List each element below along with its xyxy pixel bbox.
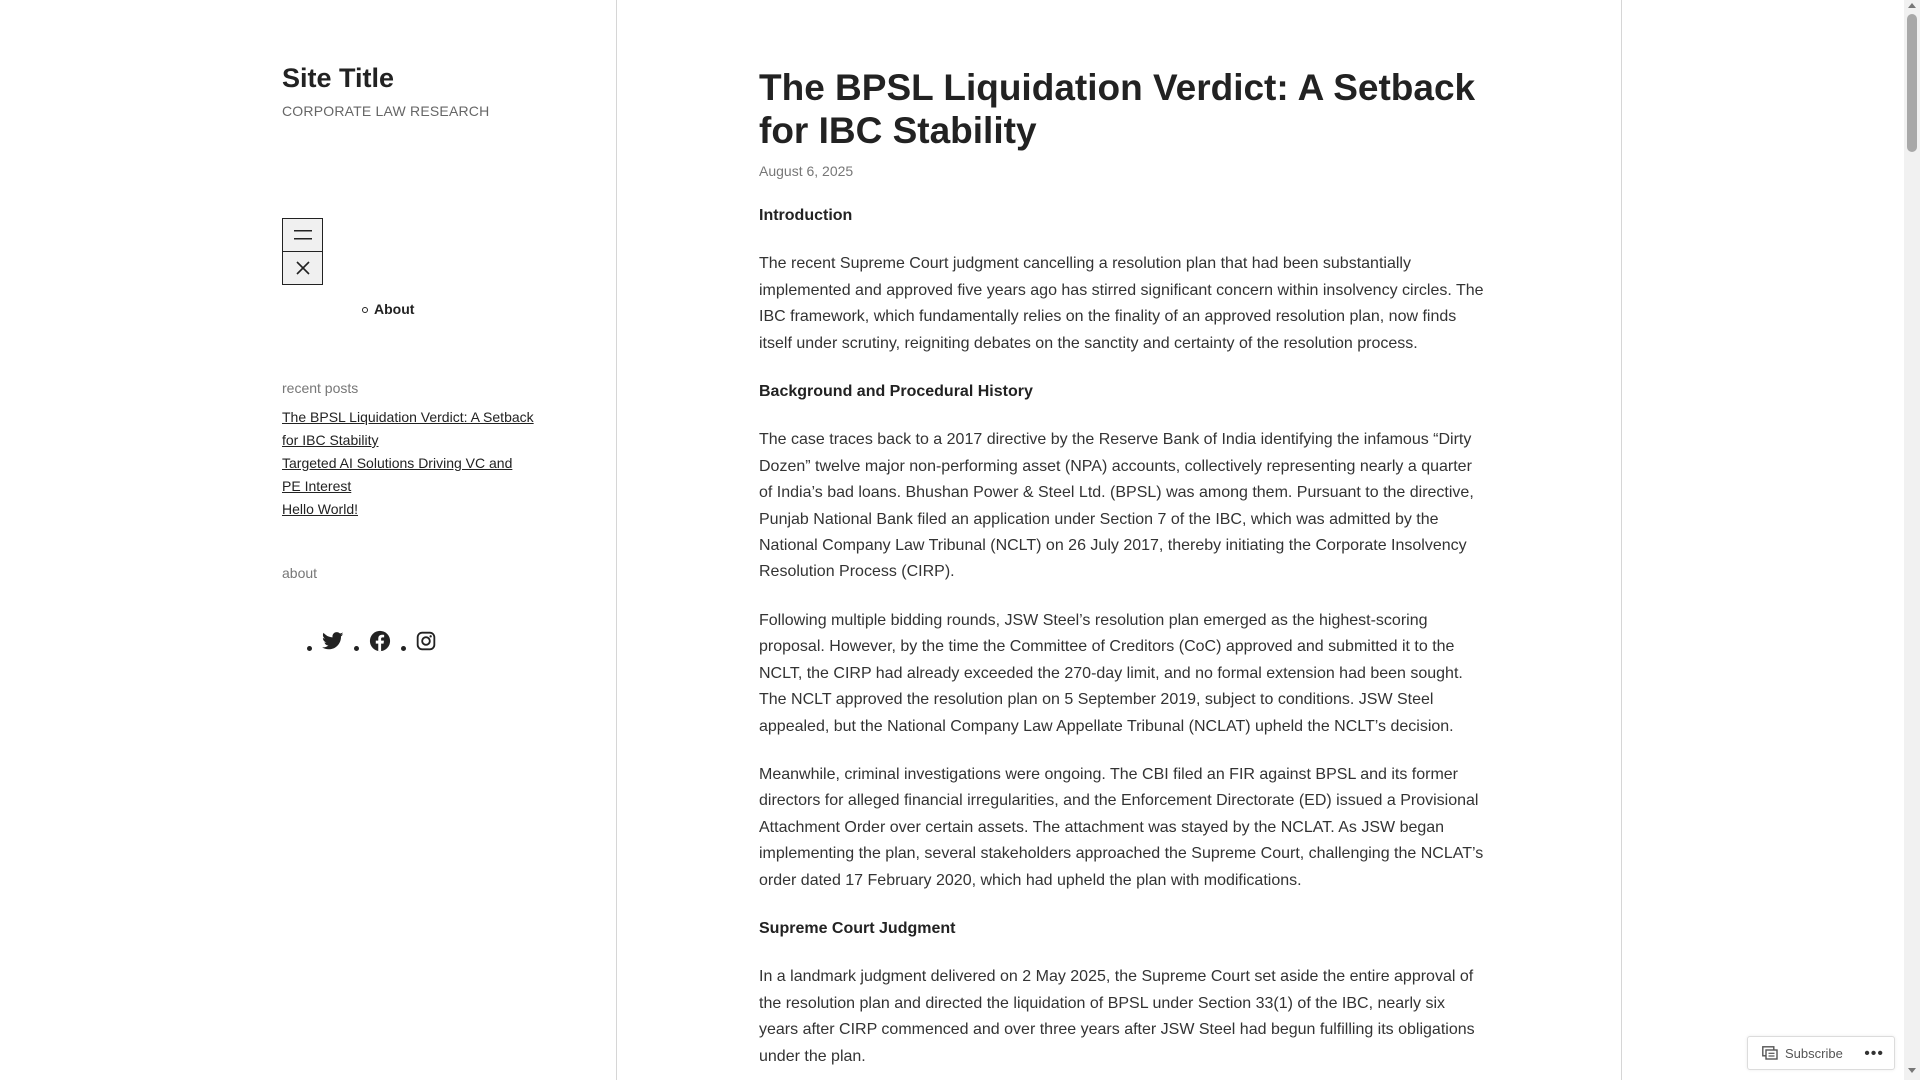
nav-bullet — [362, 307, 368, 313]
facebook-icon[interactable] — [369, 630, 391, 652]
nav-item-about[interactable]: About — [374, 301, 415, 317]
menu-icon — [294, 229, 312, 241]
post-date[interactable]: August 6, 2025 — [759, 163, 854, 179]
list-bullet — [401, 646, 406, 651]
social-links — [282, 628, 446, 654]
paragraph: Meanwhile, criminal investigations were ongoing. The CBI filed an FIR against BPSL and its former directors for alleged financial irregularities, and the Enforcement Directorate (ED) issued a Provisional Attachment Order over certain assets. The attachment was stayed by the NCLAT. As JSW began implementing the plan, several stakeholders approached the Supreme Court, challenging the NCLAT’s order dated 17 February 2020, which had upheld the plan with modifications. — [759, 765, 1484, 889]
scroll-down-icon[interactable] — [1908, 1068, 1916, 1073]
list-bullet — [307, 646, 312, 651]
section-heading: Supreme Court Judgment — [759, 919, 956, 937]
subscribe-bar — [1747, 1036, 1895, 1070]
section-heading: Background and Procedural History — [759, 383, 1033, 401]
sidebar — [0, 0, 617, 1080]
post-title: The BPSL Liquidation Verdict: A Setback for IBC Stability — [759, 67, 1476, 151]
recent-post-link[interactable]: The BPSL Liquidation Verdict: A Setback for IBC Stability — [282, 409, 534, 448]
scroll-up-icon[interactable] — [1908, 3, 1916, 8]
content-divider — [1621, 0, 1622, 1080]
reader-icon[interactable] — [1762, 1046, 1778, 1060]
subscribe-button[interactable]: Subscribe — [1785, 1045, 1843, 1061]
site-description: CORPORATE LAW RESEARCH — [282, 103, 490, 119]
paragraph: The case traces back to a 2017 directive by the Reserve Bank of India identifying the infamous “Dirty Dozen” twelve major non-performing asset (NPA) accounts, collectively representing nearly a quarter of India’s bad loans. Bhushan Power & Steel Ltd. (BPSL) was among them. Pursuant to the directive, Punjab National Bank filed an application under Section 7 of the IBC, which was admitted by the National Company Law Tribunal (NCLT) on 26 July 2017, thereby initiating the Corporate Insolvency Resolution Process (CIRP). — [759, 431, 1474, 581]
more-options-button[interactable]: ••• — [1864, 1045, 1884, 1062]
recent-post-link[interactable]: Targeted AI Solutions Driving VC and PE Interest — [282, 455, 513, 494]
list-bullet — [354, 646, 359, 651]
recent-post-link[interactable]: Hello World! — [282, 501, 358, 517]
section-heading: Introduction — [759, 207, 853, 224]
paragraph: The recent Supreme Court judgment cancelling a resolution plan that had been substantially implemented and approved five years ago has stirred significant concern within insolvency circles. The IBC framework, which fundamentally relies on the finality of an approved resolution plan, now finds itself under scrutiny, reigniting debates on the sanctity and certainty of the resolution process. — [759, 255, 1484, 352]
twitter-icon[interactable] — [322, 632, 344, 650]
post-content — [759, 203, 1485, 1080]
scrollbar-thumb[interactable] — [1907, 14, 1917, 152]
paragraph: Following multiple bidding rounds, JSW Steel’s resolution plan emerged as the highest-scoring proposal. However, by the time the Committee of Creditors (CoC) approved and submitted it to the NCLT, the CIRP had already exceeded the 270-day limit, and no formal extension had been sought. The NCLT approved the resolution plan on 5 September 2019, subject to conditions. JSW Steel appealed, but the National Company Law Appellate Tribunal (NCLAT) upheld the NCLT’s decision. — [759, 611, 1463, 735]
instagram-icon[interactable] — [416, 631, 436, 651]
open-menu-button[interactable] — [282, 218, 323, 252]
recent-posts-title: recent posts — [282, 380, 359, 396]
recent-posts-list — [282, 406, 542, 521]
primary-nav — [362, 301, 414, 317]
site-title[interactable]: Site Title — [282, 63, 395, 93]
paragraph: In a landmark judgment delivered on 2 May 2025, the Supreme Court set aside the entire approval of the resolution plan and directed the liquidation of BPSL under Section 33(1) of the IBC, nearly six years after CIRP commenced and over three years after JSW Steel had begun fulfilling its obligations under the plan. — [759, 968, 1475, 1065]
close-menu-button[interactable] — [282, 251, 323, 285]
scrollbar[interactable] — [1904, 0, 1920, 1080]
close-icon — [295, 260, 311, 276]
about-widget-title: about — [282, 565, 318, 581]
